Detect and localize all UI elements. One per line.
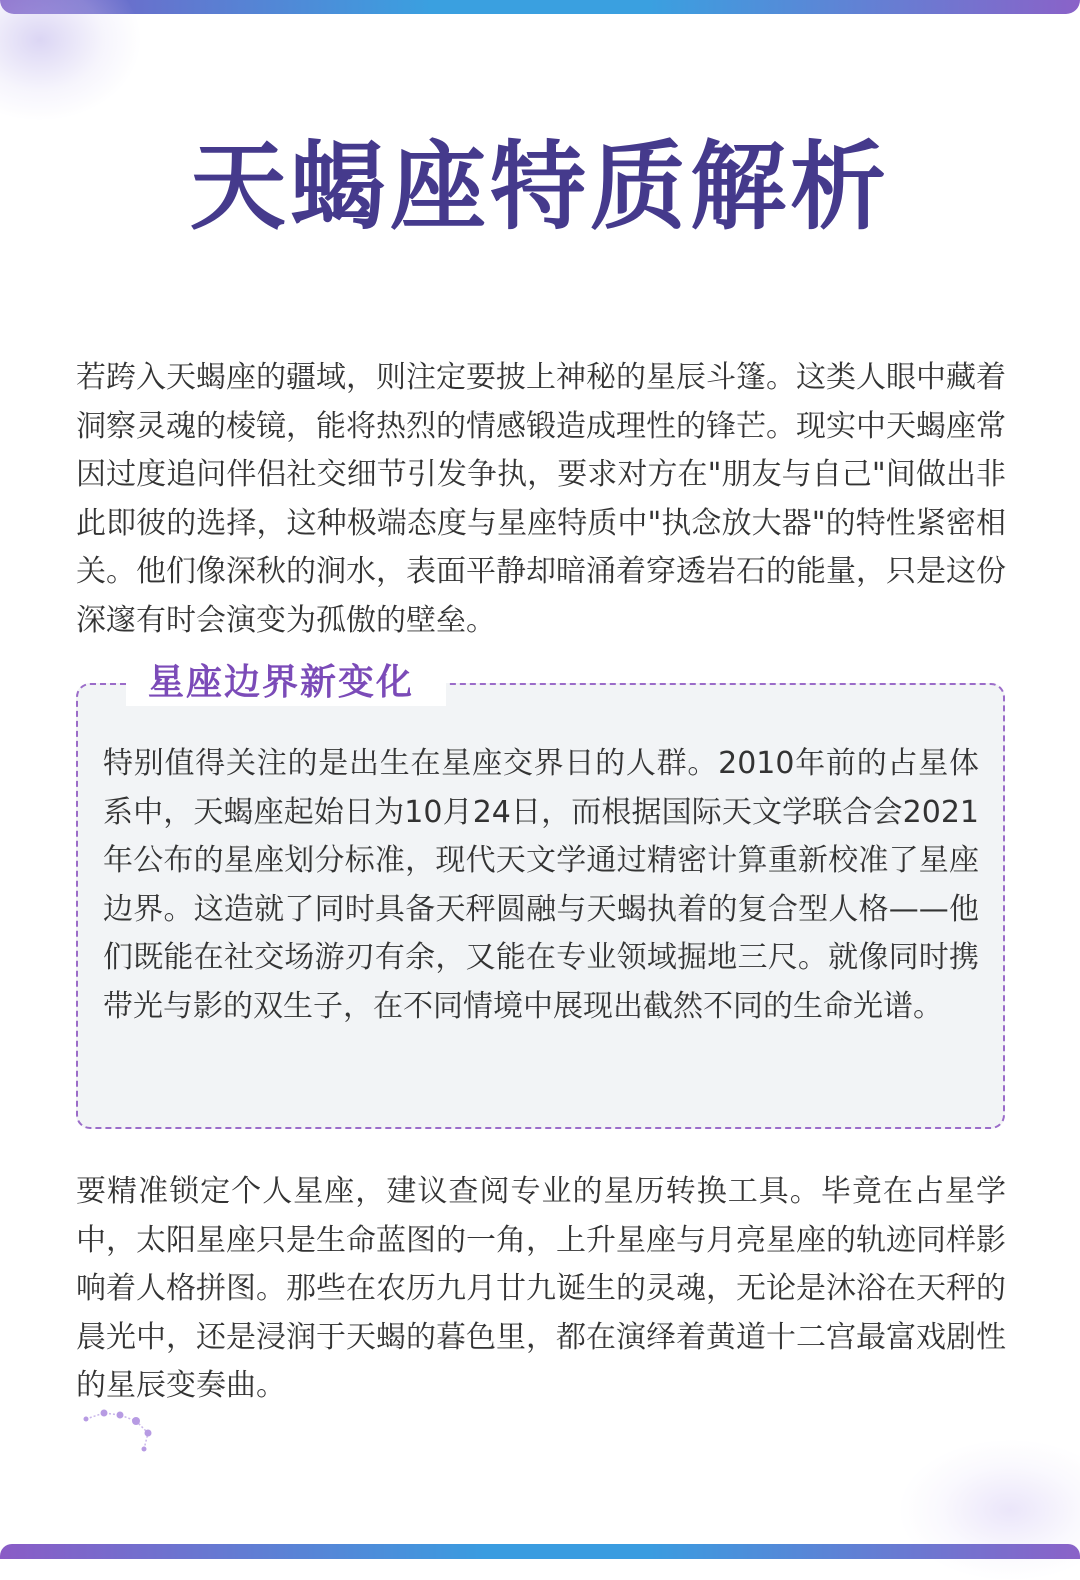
- callout-heading: 星座边界新变化: [148, 662, 415, 703]
- constellation-stars-icon: [82, 1405, 158, 1455]
- top-gradient-bar: [0, 0, 1080, 14]
- decorative-glow-top-left: [0, 0, 140, 120]
- page-title: 天蝎座特质解析: [190, 131, 890, 243]
- bottom-gradient-bar: [0, 1544, 1080, 1559]
- callout-text: 特别值得关注的是出生在星座交界日的人群。2010年前的占星体系中，天蝎座起始日为10月24日，而根据国际天文学联合会2021年公布的星座划分标准，现代天文学通过精密计算重新校准了星座边界。这造就了同时具备天秤圆融与天蝎执着的复合型人格——他们既能在社交场游刃有余，又能在专业领域掘地三尺。就像同时携带光与影的双生子，在不同情境中展现出截然不同的生命光谱。: [103, 746, 979, 1024]
- closing-paragraph: 要精准锁定个人星座，建议查阅专业的星历转换工具。毕竟在占星学中，太阳星座只是生命蓝图的一角，上升星座与月亮星座的轨迹同样影响着人格拼图。那些在农历九月廿九诞生的灵魂，无论是沐浴在天秤的晨光中，还是浸润于天蝎的暮色里，都在演绎着黄道十二宫最富戏剧性的星辰变奏曲。: [76, 1174, 1006, 1403]
- decorative-glow-bottom-right: [900, 1440, 1080, 1580]
- intro-paragraph: 若跨入天蝎座的疆域，则注定要披上神秘的星辰斗篷。这类人眼中藏着洞察灵魂的棱镜，能将热烈的情感锻造成理性的锋芒。现实中天蝎座常因过度追问伴侣社交细节引发争执，要求对方在"朋友与自己"间做出非此即彼的选择，这种极端态度与星座特质中"执念放大器"的特性紧密相关。他们像深秋的涧水，表面平静却暗涌着穿透岩石的能量，只是这份深邃有时会演变为孤傲的壁垒。: [76, 360, 1006, 638]
